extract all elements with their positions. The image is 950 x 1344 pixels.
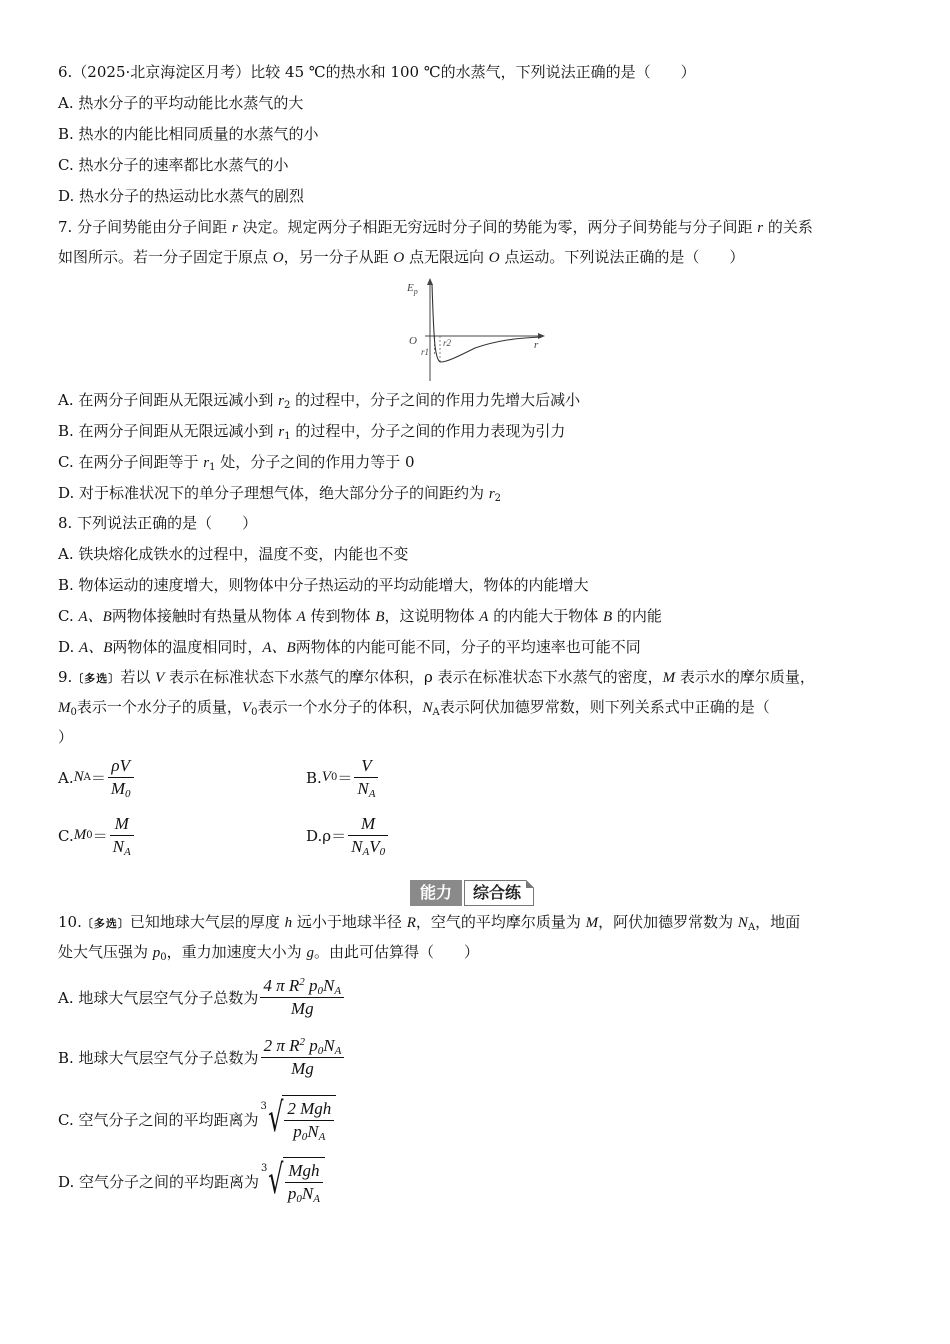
q10-d-fraction: $\frac{\text{Mgh}}{p_0N_A}$ — [285, 1160, 323, 1205]
banner-right: 综合练 — [464, 880, 534, 906]
x-axis-label: r — [534, 339, 539, 351]
q6-option-a: A. 热水分子的平均动能比水蒸气的大 — [58, 94, 304, 112]
q9-option-d: D. ρ ＝ $\frac{M}{N_AV_0}$ — [306, 813, 390, 858]
potential-energy-chart — [395, 276, 555, 388]
q6-option-b: B. 热水的内能比相同质量的水蒸气的小 — [58, 125, 319, 143]
banner-left: 能力 — [410, 880, 462, 906]
q10-a-fraction: $\frac{4 \pi R^2 p_0N_A}{Mg}$ — [260, 975, 344, 1020]
y-axis-label: $E_p$ — [407, 282, 418, 296]
q7-option-d: D. 对于标准状况下的单分子理想气体，绝大部分分子的间距约为 $r_2$ — [58, 484, 502, 504]
cube-root: 3 √ $\frac{\text{2 Mgh}}{p_0N_A}$ — [260, 1095, 336, 1143]
q10-c-fraction: $\frac{\text{2 Mgh}}{p_0N_A}$ — [284, 1098, 334, 1143]
q8-option-a: A. 铁块熔化成铁水的过程中，温度不变，内能也不变 — [58, 545, 409, 563]
q8-option-c: C. A、B两物体接触时有热量从物体 A 传到物体 B，这说明物体 A 的内能大于物体 B 的内能 — [58, 607, 662, 625]
q9-d-fraction: $\frac{M}{N_AV_0}$ — [348, 813, 388, 858]
q8-stem: 8. 下列说法正确的是（ ） — [58, 514, 258, 532]
r2-label: r2 — [443, 338, 452, 348]
x-axis-arrow — [538, 333, 545, 339]
q7-option-b: B. 在两分子间距从无限远减小到 $r_1$ 的过程中，分子之间的作用力表现为引力 — [58, 422, 566, 442]
ep-curve — [432, 284, 541, 362]
q8-option-d: D. A、B两物体的温度相同时，A、B两物体的内能可能不同，分子的平均速率也可能不同 — [58, 638, 641, 656]
q6-stem: 6.（2025·北京海淀区月考）比较 45 ℃的热水和 100 ℃的水蒸气，下列说法正确的是（ ） — [58, 63, 696, 81]
q7-option-a: A. 在两分子间距从无限远减小到 $r_2$ 的过程中，分子之间的作用力先增大后减小 — [58, 391, 581, 411]
q8-option-b: B. 物体运动的速度增大，则物体中分子热运动的平均动能增大，物体的内能增大 — [58, 576, 589, 594]
r1-label: r1 — [421, 347, 430, 357]
q7-stem-line1: 7. 分子间势能由分子间距 r 决定。规定两分子相距无穷远时分子间的势能为零，两分子间势能与分子间距 r 的关系 — [58, 218, 813, 236]
q7-option-c: C. 在两分子间距等于 $r_1$ 处，分子之间的作用力等于 0 — [58, 453, 415, 473]
q9-a-fraction: $\frac{\rho V}{M_0}$ — [108, 755, 134, 800]
q9-option-a: A. N A ＝ $\frac{\rho V}{M_0}$ — [58, 755, 136, 800]
q10-option-b: B. 地球大气层空气分子总数为 $\frac{2 \pi R^2 p_0N_A}{Mg}$ — [58, 1035, 346, 1080]
cube-root: 3 √ $\frac{\text{Mgh}}{p_0N_A}$ — [261, 1157, 325, 1205]
q6-option-d: D. 热水分子的热运动比水蒸气的剧烈 — [58, 187, 305, 205]
multi-choice-tag: 〔多选〕 — [72, 672, 121, 685]
q10-option-c: C. 空气分子之间的平均距离为 3 √ $\frac{\text{2 Mgh}}{p_0N_A}$ — [58, 1095, 336, 1143]
q9-stem-line1: 9.〔多选〕若以 V 表示在标准状态下水蒸气的摩尔体积，ρ 表示在标准状态下水蒸气的密度，M 表示水的摩尔质量， — [58, 668, 815, 686]
q7-stem-line2: 如图所示。若一分子固定于原点 O，另一分子从距 O 点无限远向 O 点运动。下列说法正确的是（ ） — [58, 248, 745, 266]
q9-b-fraction: $\frac{V}{N_A}$ — [354, 755, 378, 800]
multi-choice-tag: 〔多选〕 — [81, 917, 130, 930]
q9-stem-line3: ） — [58, 728, 74, 746]
q9-c-fraction: $\frac{M}{N_A}$ — [110, 813, 134, 858]
q10-stem-line2: 处大气压强为 $p_0$，重力加速度大小为 g。由此可估算得（ ） — [58, 943, 479, 963]
q9-option-b: B. V 0 ＝ $\frac{V}{N_A}$ — [306, 755, 380, 800]
y-axis-arrow — [427, 278, 433, 285]
q9-option-c: C. M 0 ＝ $\frac{M}{N_A}$ — [58, 813, 136, 858]
q6-option-c: C. 热水分子的速率都比水蒸气的小 — [58, 156, 289, 174]
q10-option-a: A. 地球大气层空气分子总数为 $\frac{4 \pi R^2 p_0N_A}{Mg}$ — [58, 975, 346, 1020]
q10-option-d: D. 空气分子之间的平均距离为 3 √ $\frac{\text{Mgh}}{p_0N_A}$ — [58, 1157, 325, 1205]
origin-label: O — [409, 335, 417, 347]
q9-stem-line2: $M_0$表示一个水分子的质量，$V_0$表示一个水分子的体积，$N_A$表示阿伏加德罗常数，则下列关系式中正确的是（ — [58, 698, 770, 718]
q10-stem-line1: 10.〔多选〕已知地球大气层的厚度 h 远小于地球半径 R，空气的平均摩尔质量为 M，阿伏加德罗常数为 $N_A$，地面 — [58, 913, 801, 933]
q10-b-fraction: $\frac{2 \pi R^2 p_0N_A}{Mg}$ — [261, 1035, 345, 1080]
section-banner — [410, 880, 534, 906]
